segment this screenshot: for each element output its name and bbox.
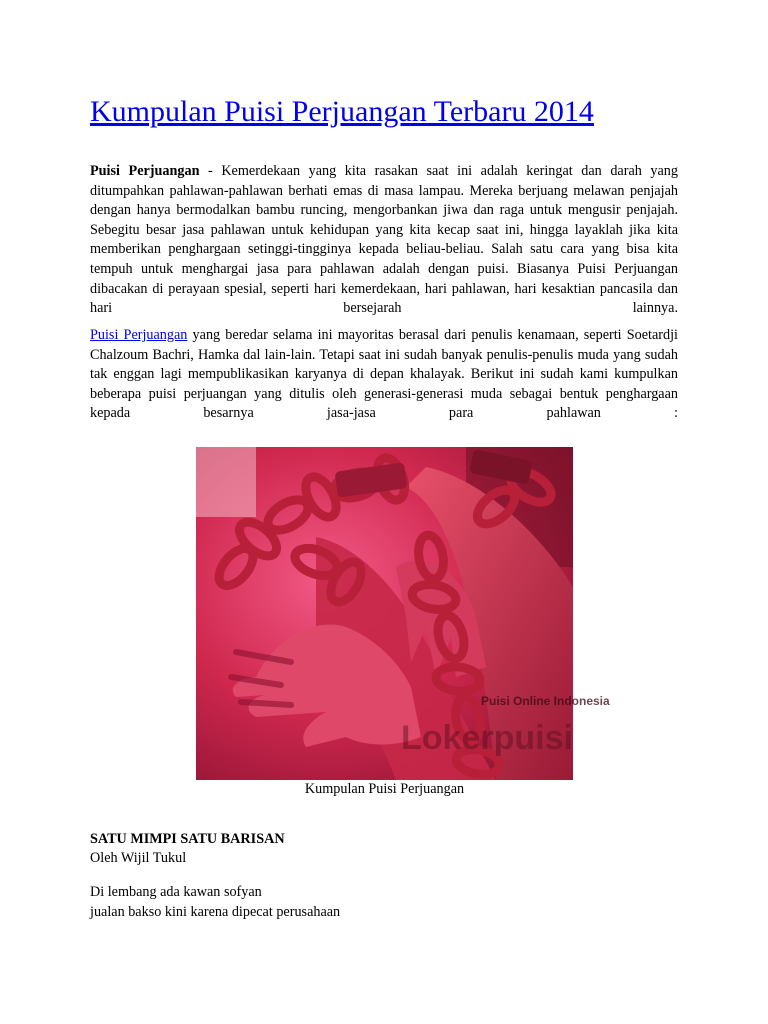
intro-text: - Kemerdekaan yang kita rasakan saat ini adalah keringat dan darah yang ditumpahkan pahlawan-pahlawan berhati emas di masa lampau. Mereka berjuang melawan penjajah dengan hanya bermodalkan bambu runcing, mengorbankan jiwa dan raga untuk mengusir penjajah. Sebegitu besar jasa pahlawan untuk kehidupan yang kita kecap saat ini, hingga layaklah jika kita memberikan penghargaan setinggi-tingginya kepada beliau-beliau. Salah satu cara yang bisa kita tempuh untuk menghargai jasa para pahlawan adalah dengan puisi. Biasanya Puisi Perjuangan dibacakan di perayaan spesial, seperti hari kemerdekaan, hari pahlawan, hari kesaktian pancasila dan hari bersejarah lainnya. (90, 163, 678, 317)
watermark-text: Puisi Online Indonesia (481, 694, 610, 708)
poem-author: Oleh Wijil Tukul (90, 850, 187, 866)
poem-lines (90, 883, 340, 922)
watermark-logo: Lokerpuisi (401, 719, 573, 757)
poem-line: jualan bakso kini karena dipecat perusahaan (90, 903, 341, 920)
page-title[interactable]: Kumpulan Puisi Perjuangan Terbaru 2014 (90, 95, 594, 128)
intro-lead: Puisi Perjuangan (90, 163, 200, 179)
chained-hands-image (196, 447, 610, 780)
image-caption: Kumpulan Puisi Perjuangan (304, 781, 465, 797)
intro-paragraph (90, 162, 678, 319)
chained-hands-illustration (196, 447, 610, 780)
poem-line: Di lembang ada kawan sofyan (90, 884, 262, 900)
poem-title: SATU MIMPI SATU BARISAN (90, 831, 285, 847)
second-paragraph (90, 326, 678, 424)
puisi-perjuangan-link[interactable]: Puisi Perjuangan (90, 327, 188, 343)
second-text: yang beredar selama ini mayoritas berasal dari penulis kenamaan, seperti Soetardji Chalzoum Bachri, Hamka dal lain-lain. Tetapi saat ini sudah banyak penulis-penulis muda yang sudah tak enggan lagi mempublikasikan karyanya di depan khalayak. Berikut ini sudah kami kumpulkan beberapa puisi perjuangan yang ditulis oleh generasi-generasi muda sebagai bentuk penghargaan kepada besarnya jasa-jasa para pahlawan : (90, 327, 678, 422)
